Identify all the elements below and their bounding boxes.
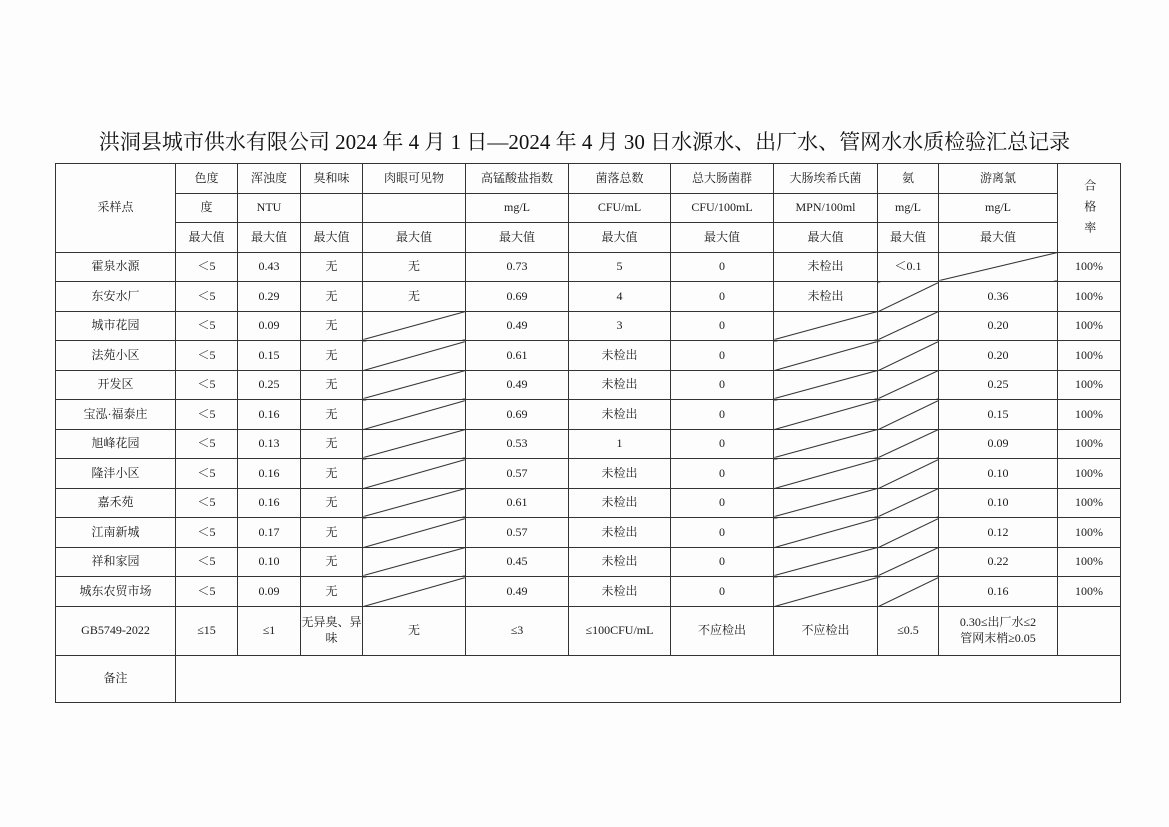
measured-value: 无 — [301, 488, 363, 518]
measured-value: 0.16 — [238, 488, 301, 518]
measured-value: 0.43 — [238, 252, 301, 282]
not-applicable-slash — [774, 311, 878, 341]
standard-limit: ≤1 — [238, 606, 301, 655]
measured-value: 未检出 — [569, 547, 671, 577]
measured-value: 无 — [301, 429, 363, 459]
measured-value: 无 — [363, 282, 466, 312]
standard-limit: ≤3 — [466, 606, 569, 655]
measured-value: ＜5 — [176, 282, 238, 312]
header-param-unit: NTU — [238, 193, 301, 223]
header-row-names — [56, 164, 1121, 194]
sampling-site: 霍泉水源 — [56, 252, 176, 282]
standard-limit-line: 管网末梢≥0.05 — [960, 630, 1036, 645]
standard-limit — [939, 606, 1058, 655]
not-applicable-slash — [939, 252, 1058, 282]
header-row-stats — [56, 223, 1121, 253]
measured-value: ＜5 — [176, 370, 238, 400]
header-param-name: 色度 — [176, 164, 238, 194]
measured-value: 5 — [569, 252, 671, 282]
measured-value: 0 — [671, 341, 774, 371]
not-applicable-slash — [363, 459, 466, 489]
measured-value: 3 — [569, 311, 671, 341]
header-stat-label: 最大值 — [671, 223, 774, 253]
table-header — [56, 164, 1121, 253]
header-sampling-site: 采样点 — [56, 164, 176, 253]
sampling-site: 隆沣小区 — [56, 459, 176, 489]
remarks-label: 备注 — [56, 655, 176, 702]
standard-limit-line: 0.30≤出厂水≤2 — [959, 615, 1037, 630]
standard-limit: ≤100CFU/mL — [569, 606, 671, 655]
sampling-site: 江南新城 — [56, 518, 176, 548]
header-param-unit: MPN/100ml — [774, 193, 878, 223]
measured-value: 0 — [671, 311, 774, 341]
header-param-unit — [363, 193, 466, 223]
measured-value: 0.10 — [939, 459, 1058, 489]
measured-value: 未检出 — [774, 252, 878, 282]
pass-rate: 100% — [1058, 459, 1121, 489]
not-applicable-slash — [363, 370, 466, 400]
measured-value: 0.10 — [939, 488, 1058, 518]
measured-value: 0.16 — [238, 400, 301, 430]
header-stat-label: 最大值 — [238, 223, 301, 253]
standard-limit: 无 — [363, 606, 466, 655]
not-applicable-slash — [363, 518, 466, 548]
table-row — [56, 341, 1121, 371]
sampling-site: 城东农贸市场 — [56, 577, 176, 607]
measured-value: 0.16 — [238, 459, 301, 489]
not-applicable-slash — [878, 370, 939, 400]
pass-rate: 100% — [1058, 429, 1121, 459]
measured-value: ＜5 — [176, 252, 238, 282]
pass-rate: 100% — [1058, 577, 1121, 607]
measured-value: 0 — [671, 459, 774, 489]
measured-value: 0.09 — [238, 311, 301, 341]
measured-value: 0.25 — [939, 370, 1058, 400]
not-applicable-slash — [878, 488, 939, 518]
measured-value: ＜5 — [176, 459, 238, 489]
measured-value: 无 — [301, 341, 363, 371]
measured-value: 无 — [301, 282, 363, 312]
not-applicable-slash — [363, 311, 466, 341]
measured-value: 0.49 — [466, 370, 569, 400]
not-applicable-slash — [363, 488, 466, 518]
measured-value: 未检出 — [569, 459, 671, 489]
measured-value: ＜5 — [176, 341, 238, 371]
header-stat-label: 最大值 — [939, 223, 1058, 253]
header-param-unit: CFU/mL — [569, 193, 671, 223]
not-applicable-slash — [878, 518, 939, 548]
measured-value: ＜5 — [176, 488, 238, 518]
pass-rate: 100% — [1058, 370, 1121, 400]
pass-rate: 100% — [1058, 488, 1121, 518]
not-applicable-slash — [774, 577, 878, 607]
standard-limit: ≤15 — [176, 606, 238, 655]
measured-value: 无 — [301, 311, 363, 341]
not-applicable-slash — [774, 370, 878, 400]
sampling-site: 旭峰花园 — [56, 429, 176, 459]
standard-limit: ≤0.5 — [878, 606, 939, 655]
header-param-unit: 度 — [176, 193, 238, 223]
pass-rate: 100% — [1058, 341, 1121, 371]
sampling-site: 嘉禾苑 — [56, 488, 176, 518]
standard-label: GB5749-2022 — [56, 606, 176, 655]
header-param-name: 浑浊度 — [238, 164, 301, 194]
measured-value: 0 — [671, 252, 774, 282]
measured-value: 0 — [671, 400, 774, 430]
table-row — [56, 547, 1121, 577]
header-param-unit: mg/L — [939, 193, 1058, 223]
table-row — [56, 429, 1121, 459]
header-stat-label: 最大值 — [774, 223, 878, 253]
not-applicable-slash — [774, 547, 878, 577]
measured-value: ＜5 — [176, 311, 238, 341]
measured-value: ＜5 — [176, 547, 238, 577]
measured-value: 0.73 — [466, 252, 569, 282]
measured-value: 未检出 — [569, 488, 671, 518]
pass-rate: 100% — [1058, 400, 1121, 430]
pass-rate: 100% — [1058, 252, 1121, 282]
measured-value: 0.69 — [466, 282, 569, 312]
header-param-unit: CFU/100mL — [671, 193, 774, 223]
sampling-site: 东安水厂 — [56, 282, 176, 312]
header-row-units — [56, 193, 1121, 223]
measured-value: 无 — [301, 577, 363, 607]
measured-value: 无 — [363, 252, 466, 282]
header-stat-label: 最大值 — [878, 223, 939, 253]
not-applicable-slash — [878, 429, 939, 459]
table-row — [56, 400, 1121, 430]
measured-value: 0.15 — [939, 400, 1058, 430]
header-param-name: 肉眼可见物 — [363, 164, 466, 194]
measured-value: 0.45 — [466, 547, 569, 577]
header-param-name: 臭和味 — [301, 164, 363, 194]
measured-value: 0 — [671, 577, 774, 607]
measured-value: 0 — [671, 370, 774, 400]
measured-value: 4 — [569, 282, 671, 312]
measured-value: 1 — [569, 429, 671, 459]
header-param-unit: mg/L — [466, 193, 569, 223]
measured-value: 0.57 — [466, 518, 569, 548]
measured-value: 0.25 — [238, 370, 301, 400]
measured-value: 0.49 — [466, 577, 569, 607]
measured-value: 无 — [301, 547, 363, 577]
measured-value: 未检出 — [569, 370, 671, 400]
standard-limit: 不应检出 — [671, 606, 774, 655]
sampling-site: 法苑小区 — [56, 341, 176, 371]
measured-value: 0.10 — [238, 547, 301, 577]
not-applicable-slash — [363, 400, 466, 430]
header-param-name: 菌落总数 — [569, 164, 671, 194]
measured-value: 0 — [671, 518, 774, 548]
measured-value: 0.22 — [939, 547, 1058, 577]
sampling-site: 城市花园 — [56, 311, 176, 341]
measured-value: ＜5 — [176, 577, 238, 607]
table-row — [56, 252, 1121, 282]
not-applicable-slash — [363, 547, 466, 577]
not-applicable-slash — [363, 341, 466, 371]
measured-value: 0.53 — [466, 429, 569, 459]
measured-value: 0 — [671, 429, 774, 459]
header-param-name: 游离氯 — [939, 164, 1058, 194]
measured-value: 0.29 — [238, 282, 301, 312]
measured-value: 0.09 — [238, 577, 301, 607]
measured-value: 未检出 — [569, 341, 671, 371]
header-pass-rate — [1058, 164, 1121, 253]
remarks-row — [56, 655, 1121, 702]
water-quality-table — [55, 163, 1121, 703]
header-param-name: 大肠埃希氏菌 — [774, 164, 878, 194]
not-applicable-slash — [878, 282, 939, 312]
measured-value: 0.20 — [939, 341, 1058, 371]
measured-value: 无 — [301, 400, 363, 430]
table-row — [56, 577, 1121, 607]
measured-value: 未检出 — [569, 577, 671, 607]
measured-value: 0.15 — [238, 341, 301, 371]
header-param-name: 氨 — [878, 164, 939, 194]
measured-value: 未检出 — [569, 400, 671, 430]
measured-value: ＜5 — [176, 400, 238, 430]
not-applicable-slash — [363, 429, 466, 459]
measured-value: ＜5 — [176, 518, 238, 548]
not-applicable-slash — [774, 488, 878, 518]
measured-value: 0.61 — [466, 341, 569, 371]
document-title: 洪洞县城市供水有限公司 2024 年 4 月 1 日—2024 年 4 月 30 日水源水、出厂水、管网水水质检验汇总记录 — [98, 130, 1071, 154]
measured-value: 0.57 — [466, 459, 569, 489]
measured-value: 0.61 — [466, 488, 569, 518]
header-param-unit — [301, 193, 363, 223]
measured-value: 0.12 — [939, 518, 1058, 548]
pass-rate: 100% — [1058, 311, 1121, 341]
remarks-content — [176, 655, 1121, 702]
table-row — [56, 370, 1121, 400]
table-row — [56, 282, 1121, 312]
measured-value: 无 — [301, 370, 363, 400]
not-applicable-slash — [774, 341, 878, 371]
table-body — [56, 252, 1121, 702]
pass-rate: 100% — [1058, 282, 1121, 312]
standard-limit: 不应检出 — [774, 606, 878, 655]
pass-rate: 100% — [1058, 518, 1121, 548]
standard-pass-rate-empty — [1058, 606, 1121, 655]
measured-value: 未检出 — [569, 518, 671, 548]
measured-value: 0.20 — [939, 311, 1058, 341]
measured-value: 0.36 — [939, 282, 1058, 312]
table-row — [56, 311, 1121, 341]
measured-value: 无 — [301, 252, 363, 282]
measured-value: 0.69 — [466, 400, 569, 430]
measured-value: 0.13 — [238, 429, 301, 459]
header-param-name: 高锰酸盐指数 — [466, 164, 569, 194]
header-pass-rate-label: 合格率 — [1082, 178, 1097, 242]
not-applicable-slash — [363, 577, 466, 607]
header-stat-label: 最大值 — [176, 223, 238, 253]
standard-row — [56, 606, 1121, 655]
not-applicable-slash — [878, 400, 939, 430]
not-applicable-slash — [878, 459, 939, 489]
sampling-site: 祥和家园 — [56, 547, 176, 577]
header-param-unit: mg/L — [878, 193, 939, 223]
measured-value: 无 — [301, 518, 363, 548]
table-row — [56, 488, 1121, 518]
not-applicable-slash — [774, 400, 878, 430]
table-row — [56, 518, 1121, 548]
measured-value: 0.16 — [939, 577, 1058, 607]
table-row — [56, 459, 1121, 489]
header-stat-label: 最大值 — [363, 223, 466, 253]
measured-value: 未检出 — [774, 282, 878, 312]
measured-value: 0.49 — [466, 311, 569, 341]
not-applicable-slash — [878, 547, 939, 577]
sampling-site: 开发区 — [56, 370, 176, 400]
not-applicable-slash — [774, 429, 878, 459]
not-applicable-slash — [774, 518, 878, 548]
pass-rate: 100% — [1058, 547, 1121, 577]
header-stat-label: 最大值 — [569, 223, 671, 253]
measured-value: 0.09 — [939, 429, 1058, 459]
header-stat-label: 最大值 — [301, 223, 363, 253]
measured-value: 无 — [301, 459, 363, 489]
not-applicable-slash — [878, 311, 939, 341]
header-param-name: 总大肠菌群 — [671, 164, 774, 194]
header-stat-label: 最大值 — [466, 223, 569, 253]
not-applicable-slash — [774, 459, 878, 489]
measured-value: ＜5 — [176, 429, 238, 459]
not-applicable-slash — [878, 341, 939, 371]
sampling-site: 宝泓·福泰庄 — [56, 400, 176, 430]
standard-limit: 无异臭、异味 — [301, 606, 363, 655]
measured-value: ＜0.1 — [878, 252, 939, 282]
measured-value: 0.17 — [238, 518, 301, 548]
measured-value: 0 — [671, 282, 774, 312]
measured-value: 0 — [671, 547, 774, 577]
measured-value: 0 — [671, 488, 774, 518]
not-applicable-slash — [878, 577, 939, 607]
